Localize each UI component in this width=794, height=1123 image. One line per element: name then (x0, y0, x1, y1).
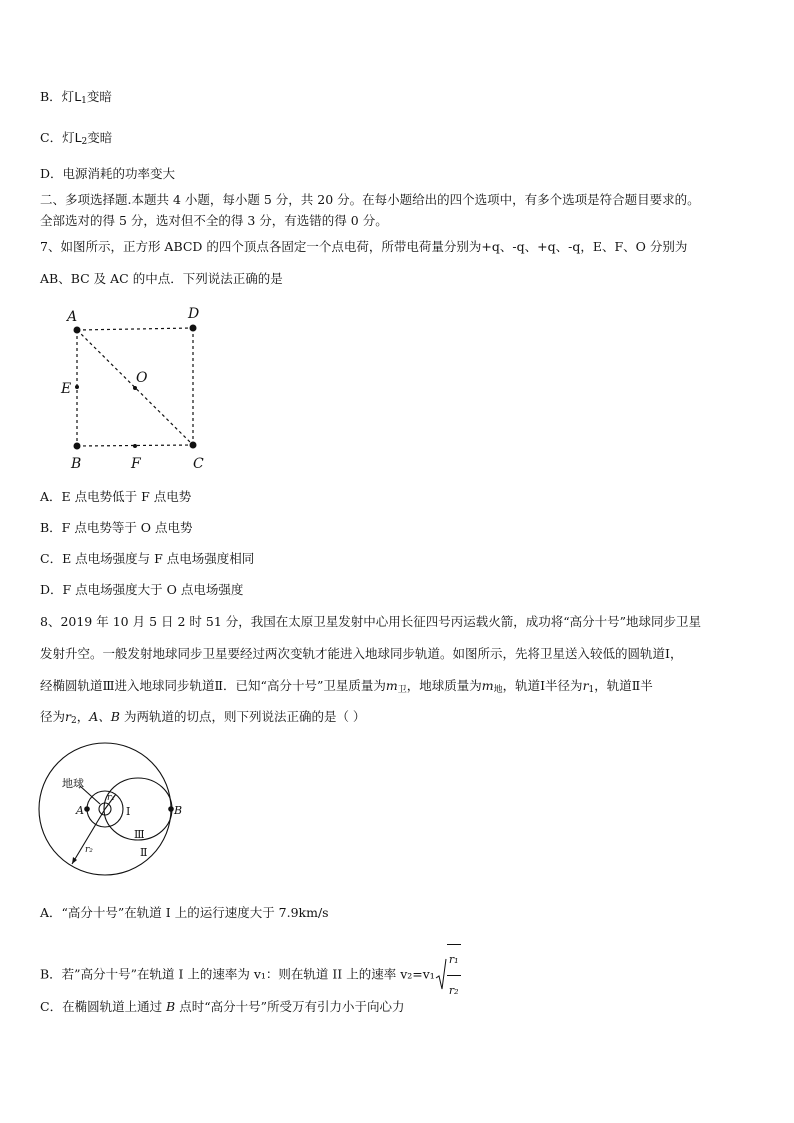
q8-stem-3c: ，轨道Ⅰ半径为 (502, 678, 583, 693)
radius-r1: r (582, 678, 589, 693)
mass-earth: m (481, 678, 494, 693)
label-r2: r₂ (85, 845, 93, 855)
charge-b (74, 443, 81, 450)
prev-option-d: D．电源消耗的功率变大 (40, 166, 176, 181)
edge-ad (77, 328, 193, 330)
q8-stem-2: 发射升空。一般发射地球同步卫星要经过两次变轨才能进入地球同步轨道。如图所示，先将卫星送入较低的圆轨道Ⅰ， (40, 646, 683, 661)
label-b: B (174, 804, 183, 817)
label-d: D (188, 306, 200, 322)
label-earth: 地球 (62, 777, 84, 790)
lamp-symbol: L (74, 89, 82, 104)
prev-option-c (40, 129, 764, 151)
radius-r2-sub: 2 (71, 716, 77, 726)
q7-square-figure (50, 300, 220, 475)
q8-option-c (40, 998, 764, 1016)
label-r1: r₁ (107, 793, 115, 803)
option-c-suffix: 变暗 (87, 130, 113, 145)
q8-stem-4 (40, 708, 764, 730)
section2-instructions-2: 全部选对的得 5 分，选对但不全的得 3 分，有选错的得 0 分。 (40, 213, 388, 228)
q8-orbit-figure (38, 742, 198, 882)
q7-stem-2: AB、BC 及 AC 的中点．下列说法正确的是 (40, 271, 283, 286)
charge-a (74, 327, 81, 334)
q8-stem-3b: ，地球质量为 (406, 678, 482, 693)
lamp-subscript: 1 (81, 96, 87, 106)
charge-c (190, 442, 197, 449)
label-b: B (71, 456, 82, 472)
point-a (84, 806, 90, 812)
charge-d (190, 325, 197, 332)
q8-option-c-b: 点时“高分十号”所受万有引力小于向心力 (175, 999, 405, 1014)
label-orbit-iii: Ⅲ (134, 828, 145, 841)
q8-option-a: A．“高分十号”在轨道 I 上的运行速度大于 7.9km/s (40, 905, 329, 920)
option-c-prefix: C．灯 (40, 130, 75, 145)
q8-stem-3 (40, 677, 764, 699)
q8-stem-4a: 径为 (40, 709, 66, 724)
option-b-prefix: B．灯 (40, 89, 75, 104)
q8-stem-1: 8、2019 年 10 月 5 日 2 时 51 分，我国在太原卫星发射中心用长征四号丙运载火箭，成功将“高分十号”地球同步卫星 (40, 614, 702, 629)
q8-stem-4b: ， (76, 709, 90, 724)
label-orbit-i: I (126, 805, 131, 818)
q8-stem-3d: ，轨道Ⅱ半 (594, 678, 653, 693)
q8-stem-4c: 为两轨道的切点，则下列说法正确的是（ ） (119, 709, 366, 724)
mass-earth-sub: 地 (493, 685, 503, 695)
mass-satellite-sub: 卫 (397, 685, 407, 695)
radius-r1-sub: 1 (588, 685, 595, 695)
r2-arrow-icon (72, 857, 77, 864)
label-c: C (193, 456, 204, 472)
label-o: O (136, 370, 148, 386)
label-orbit-ii: Ⅱ (140, 846, 148, 859)
q7-option-a: A．E 点电势低于 F 点电势 (40, 489, 192, 504)
sqrt-fraction (447, 944, 461, 1006)
option-b-suffix: 变暗 (86, 89, 112, 104)
q8-option-b-text: B．若”高分十号”在轨道 I 上的速率为 v₁：则在轨道 II 上的速率 v₂=v₁ (40, 966, 435, 982)
section2-instructions-1: 二、多项选择题.本题共 4 小题，每小题 5 分，共 20 分。在每小题给出的四个选项中，有多个选项是符合题目要求的。 (40, 192, 700, 207)
q7-stem-1: 7、如图所示，正方形 ABCD 的四个顶点各固定一个点电荷，所带电荷量分别为+q、-q、+q、-q，E、F、O 分别为 (40, 239, 688, 254)
lamp-subscript: 2 (81, 137, 88, 147)
mass-satellite: m (385, 678, 398, 693)
q7-option-b: B．F 点电势等于 O 点电势 (40, 520, 193, 535)
sqrt-icon (435, 958, 447, 992)
q8-option-c-point: B (166, 999, 176, 1014)
q8-option-b (40, 944, 764, 1006)
fraction-numerator: r₁ (447, 945, 461, 976)
sqrt-expression (435, 944, 461, 1006)
point-o (133, 386, 137, 390)
radius-r2: r (65, 709, 71, 724)
label-f: F (131, 456, 141, 472)
q7-option-d: D．F 点电场强度大于 O 点电场强度 (40, 582, 244, 597)
lamp-symbol: L (74, 130, 82, 145)
prev-option-b (40, 88, 764, 110)
q8-stem-3a: 经椭圆轨道Ⅲ进入地球同步轨道Ⅱ．已知“高分十号”卫星质量为 (40, 678, 386, 693)
q8-option-c-a: C．在椭圆轨道上通过 (40, 999, 167, 1014)
label-a: A (67, 309, 78, 325)
fraction-denominator: r₂ (448, 984, 459, 997)
point-e (75, 385, 79, 389)
label-e: E (61, 381, 72, 397)
point-b (168, 806, 174, 812)
q7-option-c: C．E 点电场强度与 F 点电场强度相同 (40, 551, 255, 566)
tangent-points: A、B (89, 709, 120, 724)
label-a: A (76, 804, 84, 817)
point-f (133, 444, 137, 448)
